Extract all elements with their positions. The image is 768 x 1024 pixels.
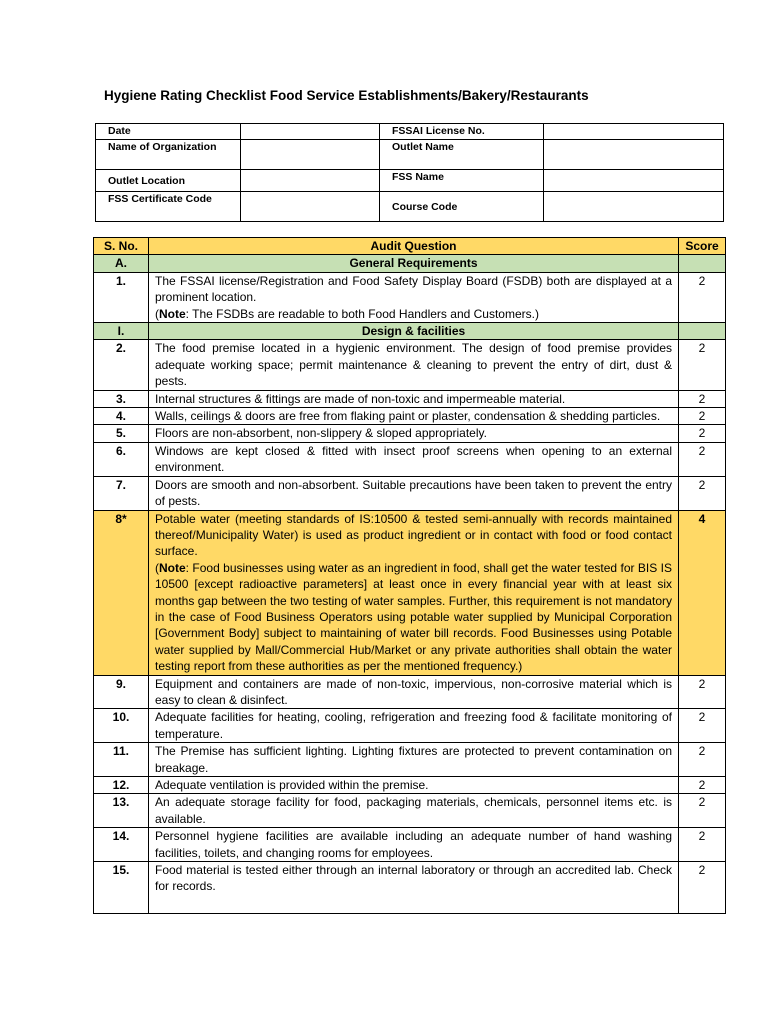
row-score[interactable]: 2 [679,442,726,476]
section-number: I. [94,323,149,340]
checklist-row [94,794,726,828]
checklist-row [94,442,726,476]
audit-question-header: Audit Question [149,238,679,255]
row-score[interactable]: 2 [679,743,726,777]
row-score[interactable]: 2 [679,272,726,322]
name-of-organization-value-cell[interactable] [241,140,380,170]
note-text: : Food businesses using water as an ingredient in food, shall get the water tested for BIS IS 10500 [except radioactive parameters] at least once in every financial year with at least six months gap between the two testing of water samples. Further, this requirement is not mandatory in the case of Food Business Operators using potable water supplied by Municipal Corporation [Government Body] subject to maintaining of water bill records. Food Businesses using Potable water supplied by Mall/Commercial Hub/Market or any private authorities shall obtain the water testing report from these authorities as per the mentioned frequency.) [155,560,672,674]
section-title: General Requirements [149,255,679,272]
question-text: The FSSAI license/Registration and Food Safety Display Board (FSDB) both are displayed at a prominent location. [155,273,672,305]
row-number: 6. [94,442,149,476]
section-row-design-facilities [94,323,726,340]
row-number: 5. [94,425,149,442]
row-question: An adequate storage facility for food, packaging materials, chemicals, personnel items etc. is available. [149,794,679,828]
row-question: Personnel hygiene facilities are available including an adequate number of hand washing facilities, toilets, and changing rooms for employees. [149,828,679,862]
row-number: 8* [94,510,149,675]
outlet-name-label: Outlet Name [380,140,544,170]
row-question: Doors are smooth and non-absorbent. Suitable precautions have been taken to prevent the entry of pests. [149,476,679,510]
fss-certificate-code-label: FSS Certificate Code [96,192,241,222]
fss-certificate-code-value-cell[interactable] [241,192,380,222]
row-score[interactable]: 2 [679,794,726,828]
row-score[interactable]: 4 [679,510,726,675]
section-title: Design & facilities [149,323,679,340]
row-question: The Premise has sufficient lighting. Lighting fixtures are protected to prevent contamination on breakage. [149,743,679,777]
outlet-name-value-cell[interactable] [544,140,724,170]
row-question: Windows are kept closed & fitted with insect proof screens when opening to an external environment. [149,442,679,476]
row-score[interactable]: 2 [679,777,726,794]
row-number: 3. [94,390,149,407]
audit-checklist-table [93,237,726,914]
fss-name-value-cell[interactable] [544,170,724,192]
row-spacer [155,895,672,913]
row-number: 10. [94,709,149,743]
row-question: Potable water (meeting standards of IS:10500 & tested semi-annually with records maintained thereof/Municipality Water) is used as product ingredient or in contact with food or food contact surface. (Note: Food businesses using water as an ingredient in food, shall get the water tested for BIS IS 10500 [except radioactive parameters] at least once in every financial year with at least six months gap between the two testing of water samples. Further, this requirement is not mandatory in the case of Food Business Operators using potable water supplied by Municipal Corporation [Government Body] subject to maintaining of water bill records. Food Businesses using Potable water supplied by Mall/Commercial Hub/Market or any private authorities shall obtain the water testing report from these authorities as per the mentioned frequency.) [149,510,679,675]
checklist-row-highlighted [94,510,726,675]
date-value-cell[interactable] [241,124,380,140]
row-number: 9. [94,675,149,709]
row-number: 13. [94,794,149,828]
section-score-cell [679,323,726,340]
row-score[interactable]: 2 [679,709,726,743]
checklist-row [94,828,726,862]
row-number: 7. [94,476,149,510]
row-question: Internal structures & fittings are made of non-toxic and impermeable material. [149,390,679,407]
checklist-row [94,675,726,709]
row-score[interactable]: 2 [679,408,726,425]
row-question: Floors are non-absorbent, non-slippery & sloped appropriately. [149,425,679,442]
row-question: The food premise located in a hygienic environment. The design of food premise provides adequate working space; permit maintenance & cleaning to prevent the entry of dirt, dust & pests. [149,340,679,390]
row-number: 1. [94,272,149,322]
checklist-row [94,476,726,510]
checklist-row [94,777,726,794]
row-question: The FSSAI license/Registration and Food Safety Display Board (FSDB) both are displayed at a prominent location. (Note: The FSDBs are readable to both Food Handlers and Customers.) [149,272,679,322]
audit-header-row [94,238,726,255]
outlet-location-value-cell[interactable] [241,170,380,192]
course-code-label: Course Code [380,192,544,222]
checklist-row [94,390,726,407]
row-question: Walls, ceilings & doors are free from flaking paint or plaster, condensation & shedding particles. [149,408,679,425]
checklist-row [94,425,726,442]
fss-name-label: FSS Name [380,170,544,192]
row-question: Adequate facilities for heating, cooling, refrigeration and freezing food & facilitate monitoring of temperature. [149,709,679,743]
checklist-row [94,408,726,425]
note-label: Note [159,306,186,321]
sno-header: S. No. [94,238,149,255]
checklist-row [94,340,726,390]
row-score[interactable]: 2 [679,425,726,442]
row-number: 14. [94,828,149,862]
checklist-row [94,709,726,743]
row-score[interactable]: 2 [679,828,726,862]
row-number: 11. [94,743,149,777]
row-question [149,862,679,914]
name-of-organization-label: Name of Organization [96,140,241,170]
fssai-license-label: FSSAI License No. [380,124,544,140]
section-number: A. [94,255,149,272]
course-code-value-cell[interactable] [544,192,724,222]
checklist-row [94,862,726,914]
outlet-location-label: Outlet Location [96,170,241,192]
question-text: Food material is tested either through an internal laboratory or through an accredited lab. Check for records. [155,863,672,894]
checklist-row [94,743,726,777]
section-score-cell [679,255,726,272]
row-number: 2. [94,340,149,390]
row-number: 12. [94,777,149,794]
section-row-general-requirements [94,255,726,272]
note-label: Note [159,560,186,575]
fssai-license-value-cell[interactable] [544,124,724,140]
row-question: Adequate ventilation is provided within the premise. [149,777,679,794]
checklist-row [94,272,726,322]
question-text: Potable water (meeting standards of IS:10500 & tested semi-annually with records maintained thereof/Municipality Water) is used as product ingredient or in contact with food or food contact surface. [155,511,672,559]
note-text: : The FSDBs are readable to both Food Handlers and Customers.) [185,306,539,321]
establishment-info-table [95,123,724,222]
row-question: Equipment and containers are made of non-toxic, impervious, non-corrosive material which is easy to clean & disinfect. [149,675,679,709]
score-header: Score [679,238,726,255]
row-score[interactable]: 2 [679,340,726,390]
date-label: Date [96,124,241,140]
row-number: 15. [94,862,149,914]
document-title: Hygiene Rating Checklist Food Service Establishments/Bakery/Restaurants [104,88,589,103]
row-score[interactable]: 2 [679,675,726,709]
row-score[interactable]: 2 [679,862,726,914]
row-number: 4. [94,408,149,425]
row-score[interactable]: 2 [679,390,726,407]
row-score[interactable]: 2 [679,476,726,510]
